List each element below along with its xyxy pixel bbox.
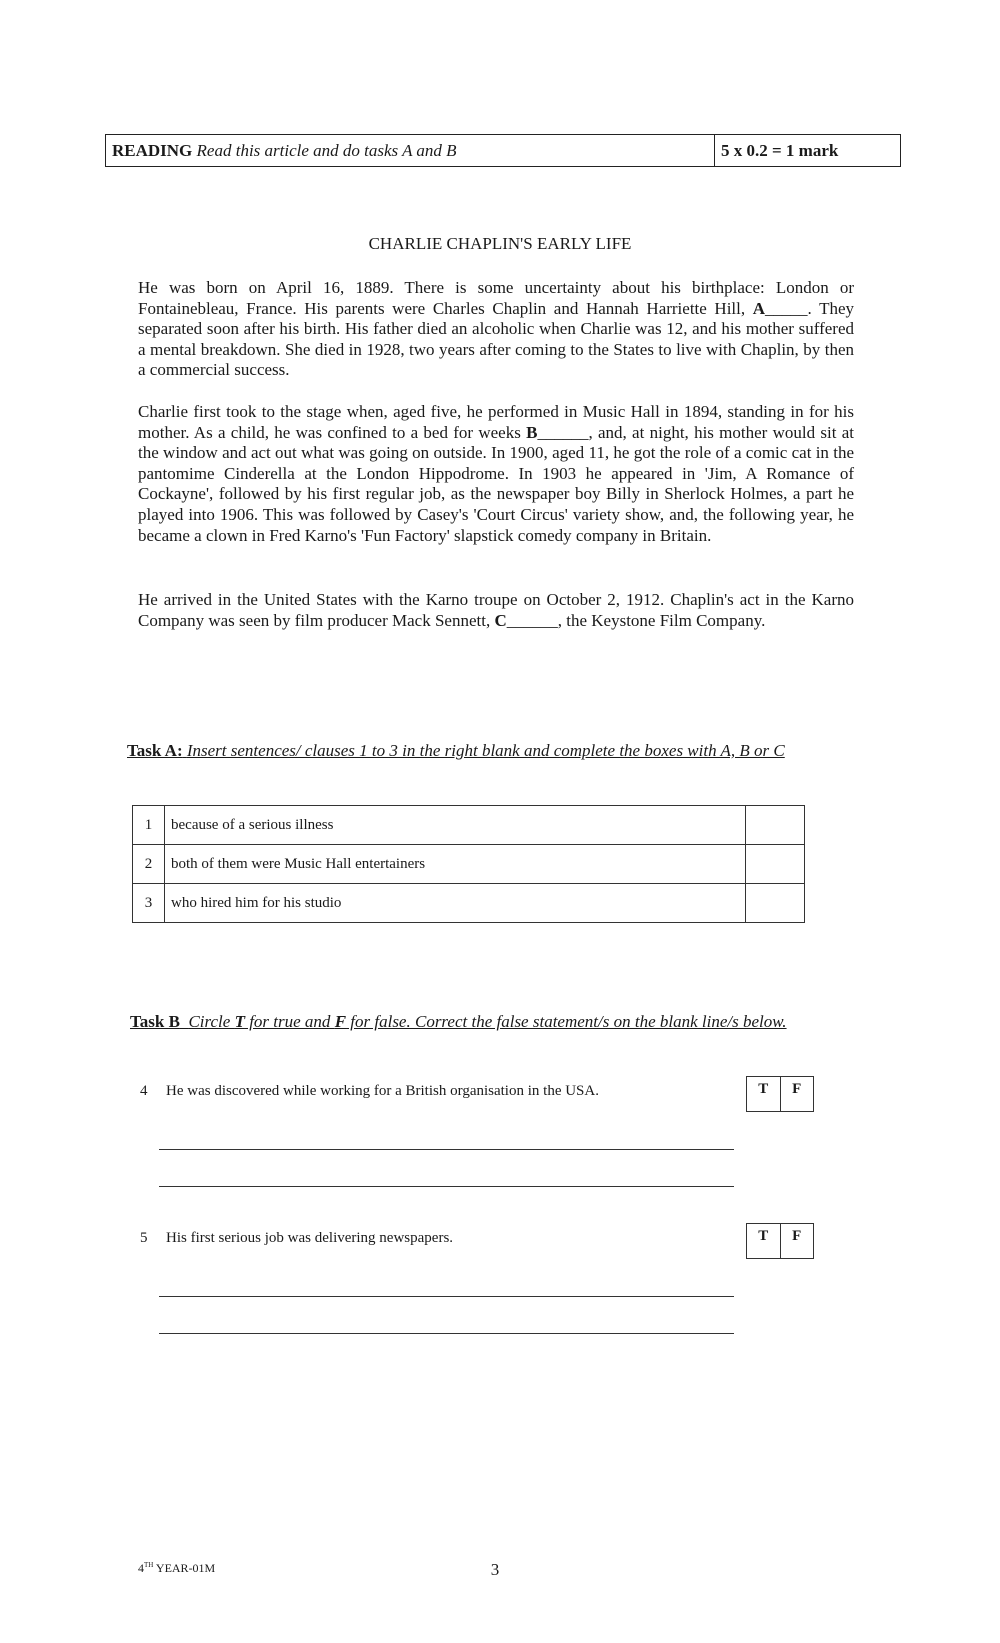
true-option[interactable]: T	[747, 1077, 781, 1111]
section-instruction: Read this article and do tasks A and B	[196, 141, 457, 160]
table-row	[133, 884, 805, 923]
paragraph-text: ______, and, at night, his mother would sit at the window and act out what was going on outside. In 1900, aged 11, he got the role of a comic cat in the pantomime Cinderella at the London Hippodrome. In 1903 he appeared in 'Jim, A Romance of Cockayne', followed by his first regular job, as the newspaper boy Billy in Sherlock Holmes, a part he played into 1906. This was followed by Casey's 'Court Circus' variety show, and, the following year, he became a clown in Fred Karno's 'Fun Factory' slapstick comedy company in Britain.	[138, 422, 854, 545]
answer-line[interactable]	[159, 1186, 734, 1187]
clause-text: both of them were Music Hall entertainers	[165, 845, 746, 884]
section-header	[105, 134, 901, 167]
article-paragraph-2	[138, 402, 854, 546]
task-a-label: Task A:	[127, 741, 183, 760]
instruction-text: for false. Correct the false statement/s on the blank line/s below.	[346, 1012, 787, 1031]
clause-number: 2	[133, 845, 165, 884]
clause-text: who hired him for his studio	[165, 884, 746, 923]
year-code: YEAR-01M	[153, 1561, 216, 1575]
paragraph-text: He was born on April 16, 1889. There is some uncertainty about his birthplace: London or Fontainebleau, France. His parents were Charles Chaplin and Hannah Harriette Hill,	[138, 278, 854, 318]
true-option[interactable]: T	[747, 1224, 781, 1258]
question-5	[140, 1230, 453, 1247]
clauses-table	[132, 805, 805, 923]
question-text: He was discovered while working for a British organisation in the USA.	[166, 1083, 599, 1099]
paragraph-text: ______, the Keystone Film Company.	[506, 610, 766, 630]
answer-line[interactable]	[159, 1149, 734, 1150]
false-letter: F	[334, 1012, 347, 1031]
paragraph-text: _____. They separated soon after his birth. His father died an alcoholic when Charlie was 12, and his mother suffered a mental breakdown. She died in 1928, two years after coming to the States to live with Chaplin, by then a commercial success.	[138, 298, 854, 380]
question-number: 4	[140, 1083, 148, 1099]
page-number: 3	[490, 1560, 500, 1579]
false-option[interactable]: F	[792, 1228, 802, 1244]
marks-label: 5 x 0.2 = 1 mark	[721, 141, 839, 160]
answer-line[interactable]	[159, 1333, 734, 1334]
year-number: 4	[138, 1561, 144, 1575]
true-letter: T	[234, 1012, 245, 1031]
question-number: 5	[140, 1230, 148, 1246]
task-b-label: Task B	[130, 1012, 180, 1031]
task-a-heading	[127, 741, 785, 761]
instruction-text: Circle	[188, 1012, 235, 1031]
clause-number: 1	[133, 806, 165, 845]
question-text: His first serious job was delivering newspapers.	[166, 1230, 454, 1246]
true-false-box	[746, 1223, 814, 1259]
task-b-instruction	[188, 1012, 786, 1031]
answer-box[interactable]	[746, 884, 805, 923]
blank-letter-b: B	[526, 422, 538, 442]
clause-text: because of a serious illness	[165, 806, 746, 845]
article-title: CHARLIE CHAPLIN'S EARLY LIFE	[368, 234, 632, 253]
table-row	[133, 806, 805, 845]
question-4	[140, 1083, 599, 1100]
false-option[interactable]: F	[792, 1081, 802, 1097]
paragraph-text: He arrived in the United States with the Karno troupe on October 2, 1912. Chaplin's act in the Karno Company was seen by film producer Mack Sennett,	[138, 590, 854, 630]
article-paragraph-1	[138, 278, 854, 381]
section-label: READING	[112, 141, 193, 160]
answer-line[interactable]	[159, 1296, 734, 1297]
task-b-heading	[130, 1012, 787, 1032]
year-suffix: TH	[144, 1561, 154, 1569]
blank-letter-a: A	[752, 298, 766, 318]
answer-box[interactable]	[746, 806, 805, 845]
clause-number: 3	[133, 884, 165, 923]
answer-box[interactable]	[746, 845, 805, 884]
true-false-box	[746, 1076, 814, 1112]
blank-letter-c: C	[494, 610, 507, 630]
section-header-instruction	[106, 135, 715, 166]
paragraph-text: Charlie first took to the stage when, aged five, he performed in Music Hall in 1894, standing in for his mother. As a child, he was confined to a bed for weeks	[138, 402, 854, 442]
table-row	[133, 845, 805, 884]
task-a-instruction: Insert sentences/ clauses 1 to 3 in the right blank and complete the boxes with A, B or C	[186, 741, 785, 760]
instruction-text: for true and	[244, 1012, 335, 1031]
article-paragraph-3	[138, 590, 854, 631]
